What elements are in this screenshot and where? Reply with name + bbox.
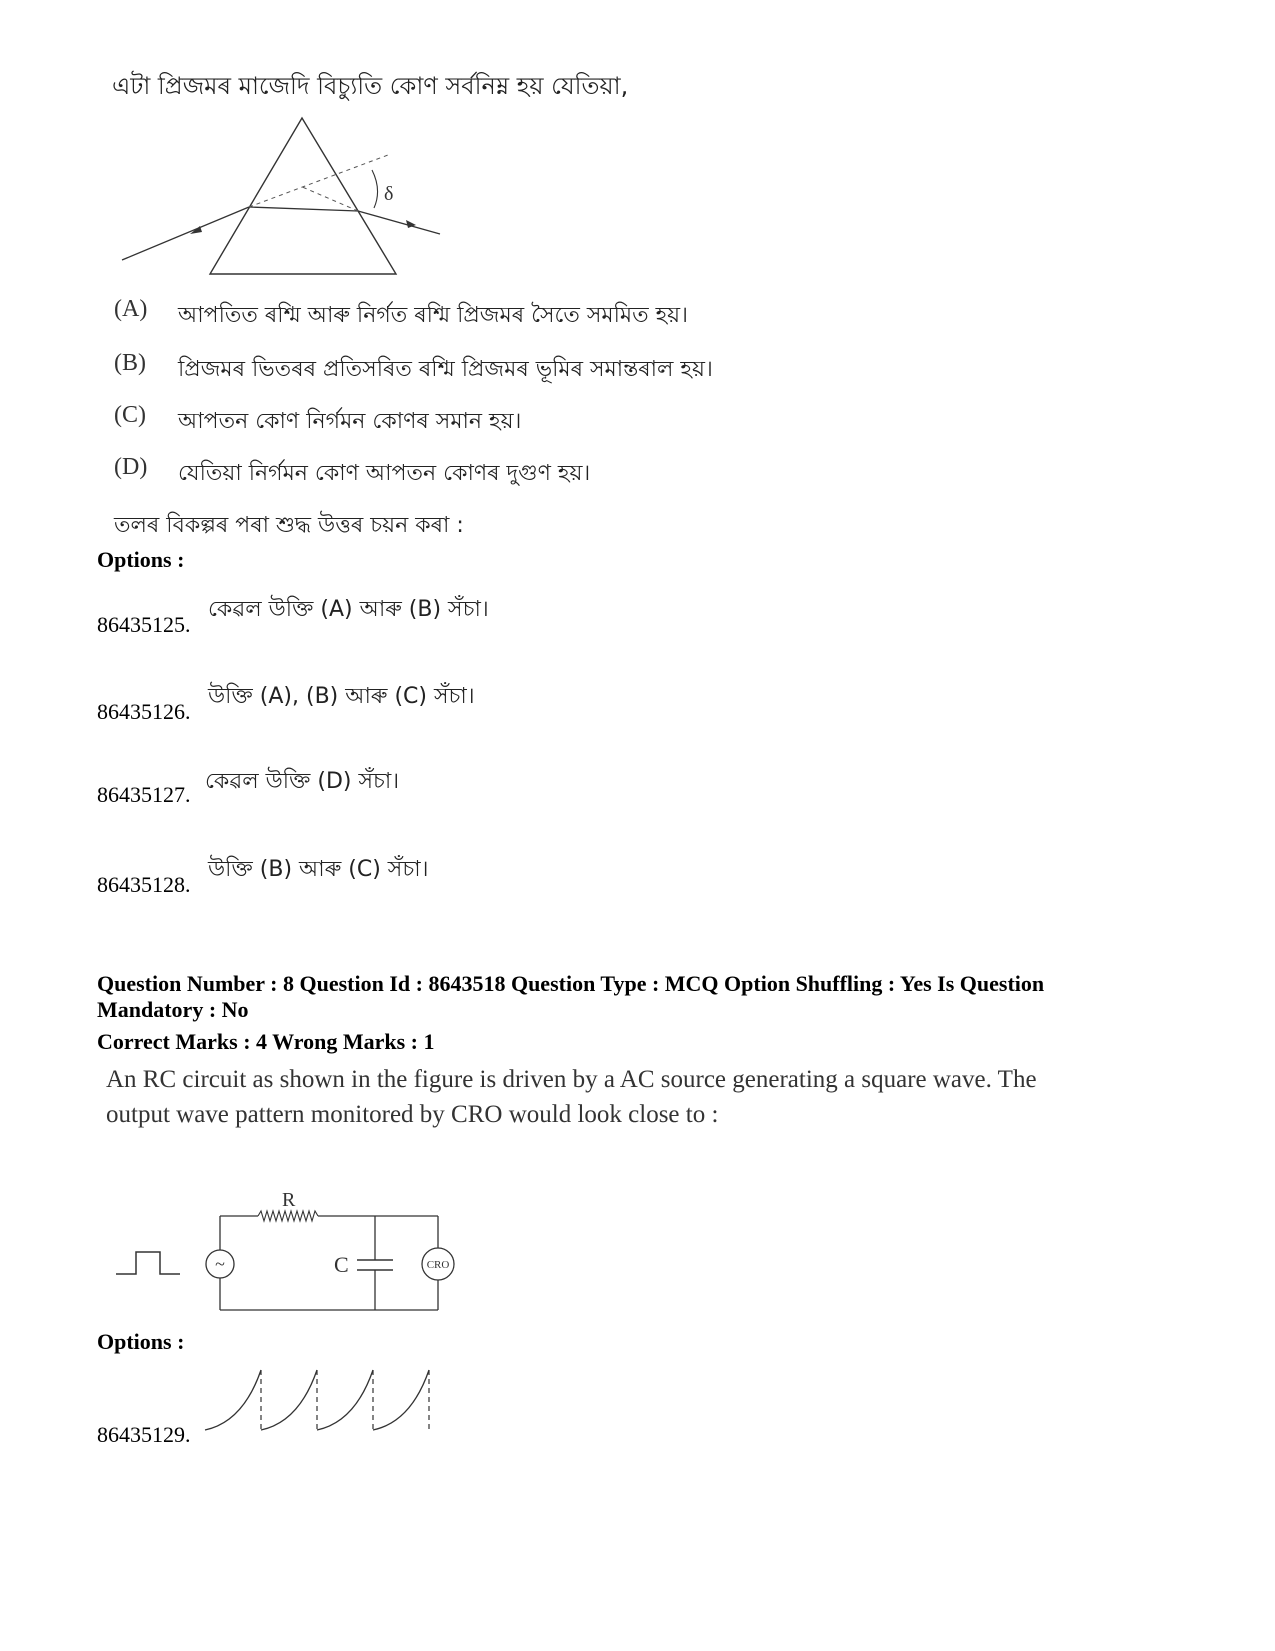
option-text: উক্তি (A), (B) আৰু (C) সঁচা। [208, 684, 475, 709]
refracted-ray [249, 207, 358, 211]
statement-label: (A) [114, 296, 148, 322]
options-heading-q8: Options : [97, 1329, 185, 1354]
statement-label: (C) [114, 402, 146, 428]
option-86435128[interactable] [97, 850, 697, 900]
incident-extension [249, 155, 388, 207]
statement-label: (B) [114, 350, 146, 376]
rc-circuit-diagram [110, 1178, 470, 1318]
statement-text: প্ৰিজমৰ ভিতৰৰ প্ৰতিসৰিত ৰশ্মি প্ৰিজমৰ ভূমিৰ সমান্তৰাল হয়। [178, 357, 713, 382]
option-text: কেৱল উক্তি (A) আৰু (B) সঁচা। [208, 597, 489, 622]
prism-triangle [210, 118, 396, 274]
option-86435125[interactable] [97, 590, 697, 640]
option-id: 86435128. [97, 872, 191, 897]
square-wave-symbol [116, 1252, 180, 1274]
statement-a [114, 296, 688, 328]
incident-arrowhead [190, 226, 202, 234]
statement-d [114, 454, 591, 486]
option-id: 86435127. [97, 782, 191, 807]
resistor-symbol [258, 1211, 318, 1221]
options-heading: Options : [97, 547, 185, 572]
question-8-text-line2: output wave pattern monitored by CRO would look close to : [106, 1101, 719, 1128]
incident-ray [122, 207, 249, 260]
question-7-instruction: তলৰ বিকল্পৰ পৰা শুদ্ধ উত্তৰ চয়ন কৰা : [114, 513, 464, 538]
option-id: 86435129. [97, 1422, 191, 1447]
statement-text: আপতিত ৰশ্মি আৰু নিৰ্গত ৰশ্মি প্ৰিজমৰ সৈতে সমমিত হয়। [178, 303, 688, 328]
delta-label: δ [384, 183, 394, 205]
question-8-text-line1: An RC circuit as shown in the figure is driven by a AC source generating a square wave. The [106, 1066, 1037, 1093]
emergent-extension [300, 186, 358, 211]
cro-label: CRO [426, 1259, 450, 1271]
deviation-arc [372, 170, 378, 208]
question-8-meta-line2: Mandatory : No [97, 997, 249, 1022]
option-id: 86435125. [97, 612, 191, 637]
prism-diagram [110, 110, 450, 280]
resistor-label: R [282, 1189, 296, 1211]
ac-source-label: ~ [215, 1254, 225, 1274]
capacitor-label: C [334, 1252, 349, 1277]
option-id: 86435126. [97, 699, 191, 724]
question-8-meta-line1: Question Number : 8 Question Id : 8643518 Question Type : MCQ Option Shuffling : Yes Is Question [97, 971, 1045, 996]
statement-c [114, 402, 522, 434]
option-86435129[interactable] [97, 1360, 477, 1452]
option-86435127[interactable] [97, 762, 697, 812]
option-86435126[interactable] [97, 675, 697, 725]
option-text: কেৱল উক্তি (D) সঁচা। [205, 769, 400, 794]
statement-label: (D) [114, 454, 148, 480]
question-8-marks: Correct Marks : 4 Wrong Marks : 1 [97, 1029, 435, 1054]
statement-text: যেতিয়া নিৰ্গমন কোণ আপতন কোণৰ দুগুণ হয়। [178, 461, 591, 486]
statement-text: আপতন কোণ নিৰ্গমন কোণৰ সমান হয়। [178, 409, 522, 434]
sawtooth-waveform [203, 1360, 443, 1440]
question-7-intro: এটা প্ৰিজমৰ মাজেদি বিচ্যুতি কোণ সৰ্বনিম্ন হয় যেতিয়া, [112, 72, 629, 100]
statement-b [114, 350, 713, 382]
option-text: উক্তি (B) আৰু (C) সঁচা। [208, 857, 429, 882]
